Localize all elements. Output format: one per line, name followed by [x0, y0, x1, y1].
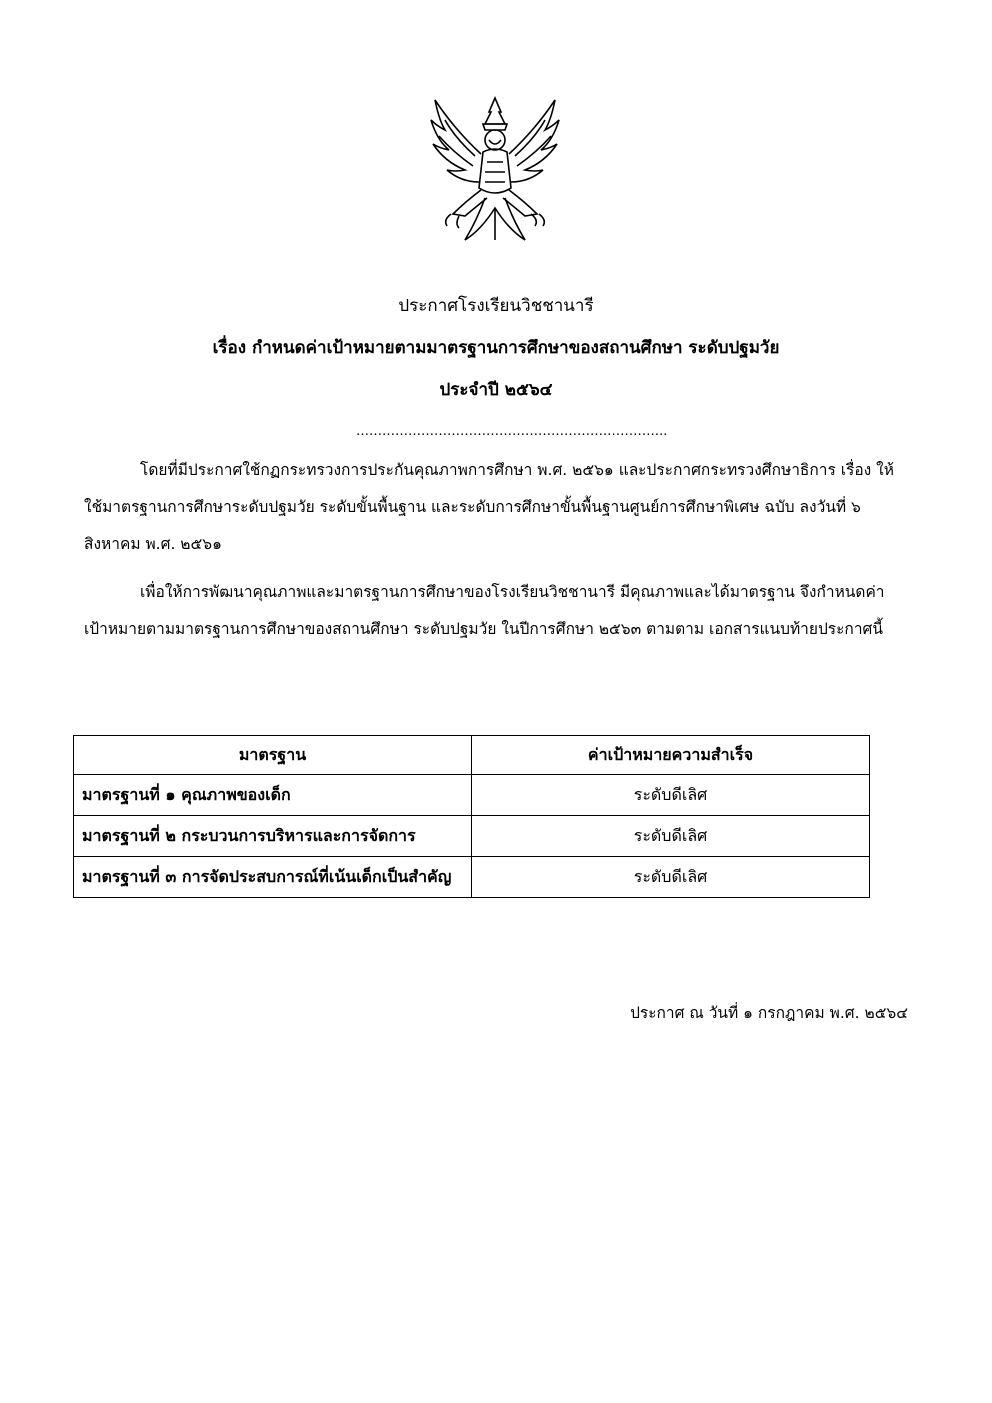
- announcement-title: ประกาศโรงเรียนวิชชานารี: [398, 296, 594, 316]
- announcement-subject: เรื่อง กำหนดค่าเป้าหมายตามมาตรฐานการศึกษาของสถานศึกษา ระดับปฐมวัย: [212, 338, 780, 358]
- paragraph-1-text: โดยที่มีประกาศใช้กฏกระทรวงการประกันคุณภาพการศึกษา พ.ศ. ๒๕๖๑ และประกาศกระทรวงศึกษาธิการ เรื่อง ให้ใช้มาตรฐานการศึกษาระดับปฐมวัย ระดับขั้นพื้นฐาน และระดับการศึกษาขั้นพื้นฐานศูนย์การศึกษาพิเศษ ฉบับ ลงวันที่ ๖ สิงหาคม พ.ศ. ๒๕๖๑: [84, 461, 894, 553]
- announcement-year: ประจำปี ๒๕๖๔: [439, 380, 553, 400]
- separator-line: ………………………………………………….…………..: [356, 424, 668, 439]
- table-row: [74, 816, 870, 857]
- paragraph-2: [84, 574, 904, 648]
- target-cell: ระดับดีเลิศ: [472, 816, 870, 857]
- column-header-target: ค่าเป้าหมายความสำเร็จ: [472, 736, 870, 775]
- target-cell: ระดับดีเลิศ: [472, 857, 870, 898]
- target-cell: ระดับดีเลิศ: [472, 775, 870, 816]
- table-row: [74, 857, 870, 898]
- standard-cell: มาตรฐานที่ ๒ กระบวนการบริหารและการจัดการ: [74, 816, 472, 857]
- standard-cell: มาตรฐานที่ ๓ การจัดประสบการณ์ที่เน้นเด็กเป็นสำคัญ: [74, 857, 472, 898]
- column-header-standard: มาตรฐาน: [74, 736, 472, 775]
- standard-cell: มาตรฐานที่ ๑ คุณภาพของเด็ก: [74, 775, 472, 816]
- table-header-row: [74, 736, 870, 775]
- garuda-emblem-icon: [425, 90, 565, 250]
- table-row: [74, 775, 870, 816]
- announcement-date: ประกาศ ณ วันที่ ๑ กรกฎาคม พ.ศ. ๒๕๖๔: [630, 1004, 908, 1022]
- paragraph-1: [84, 452, 904, 563]
- paragraph-2-text: เพื่อให้การพัฒนาคุณภาพและมาตรฐานการศึกษาของโรงเรียนวิชชานารี มีคุณภาพและได้มาตรฐาน จึงกำหนดค่าเป้าหมายตามมาตรฐานการศึกษาของสถานศึกษา ระดับปฐมวัย ในปีการศึกษา ๒๕๖๓ ตามตาม เอกสารแนบท้ายประกาศนี้: [84, 583, 885, 638]
- standards-table: [73, 735, 870, 898]
